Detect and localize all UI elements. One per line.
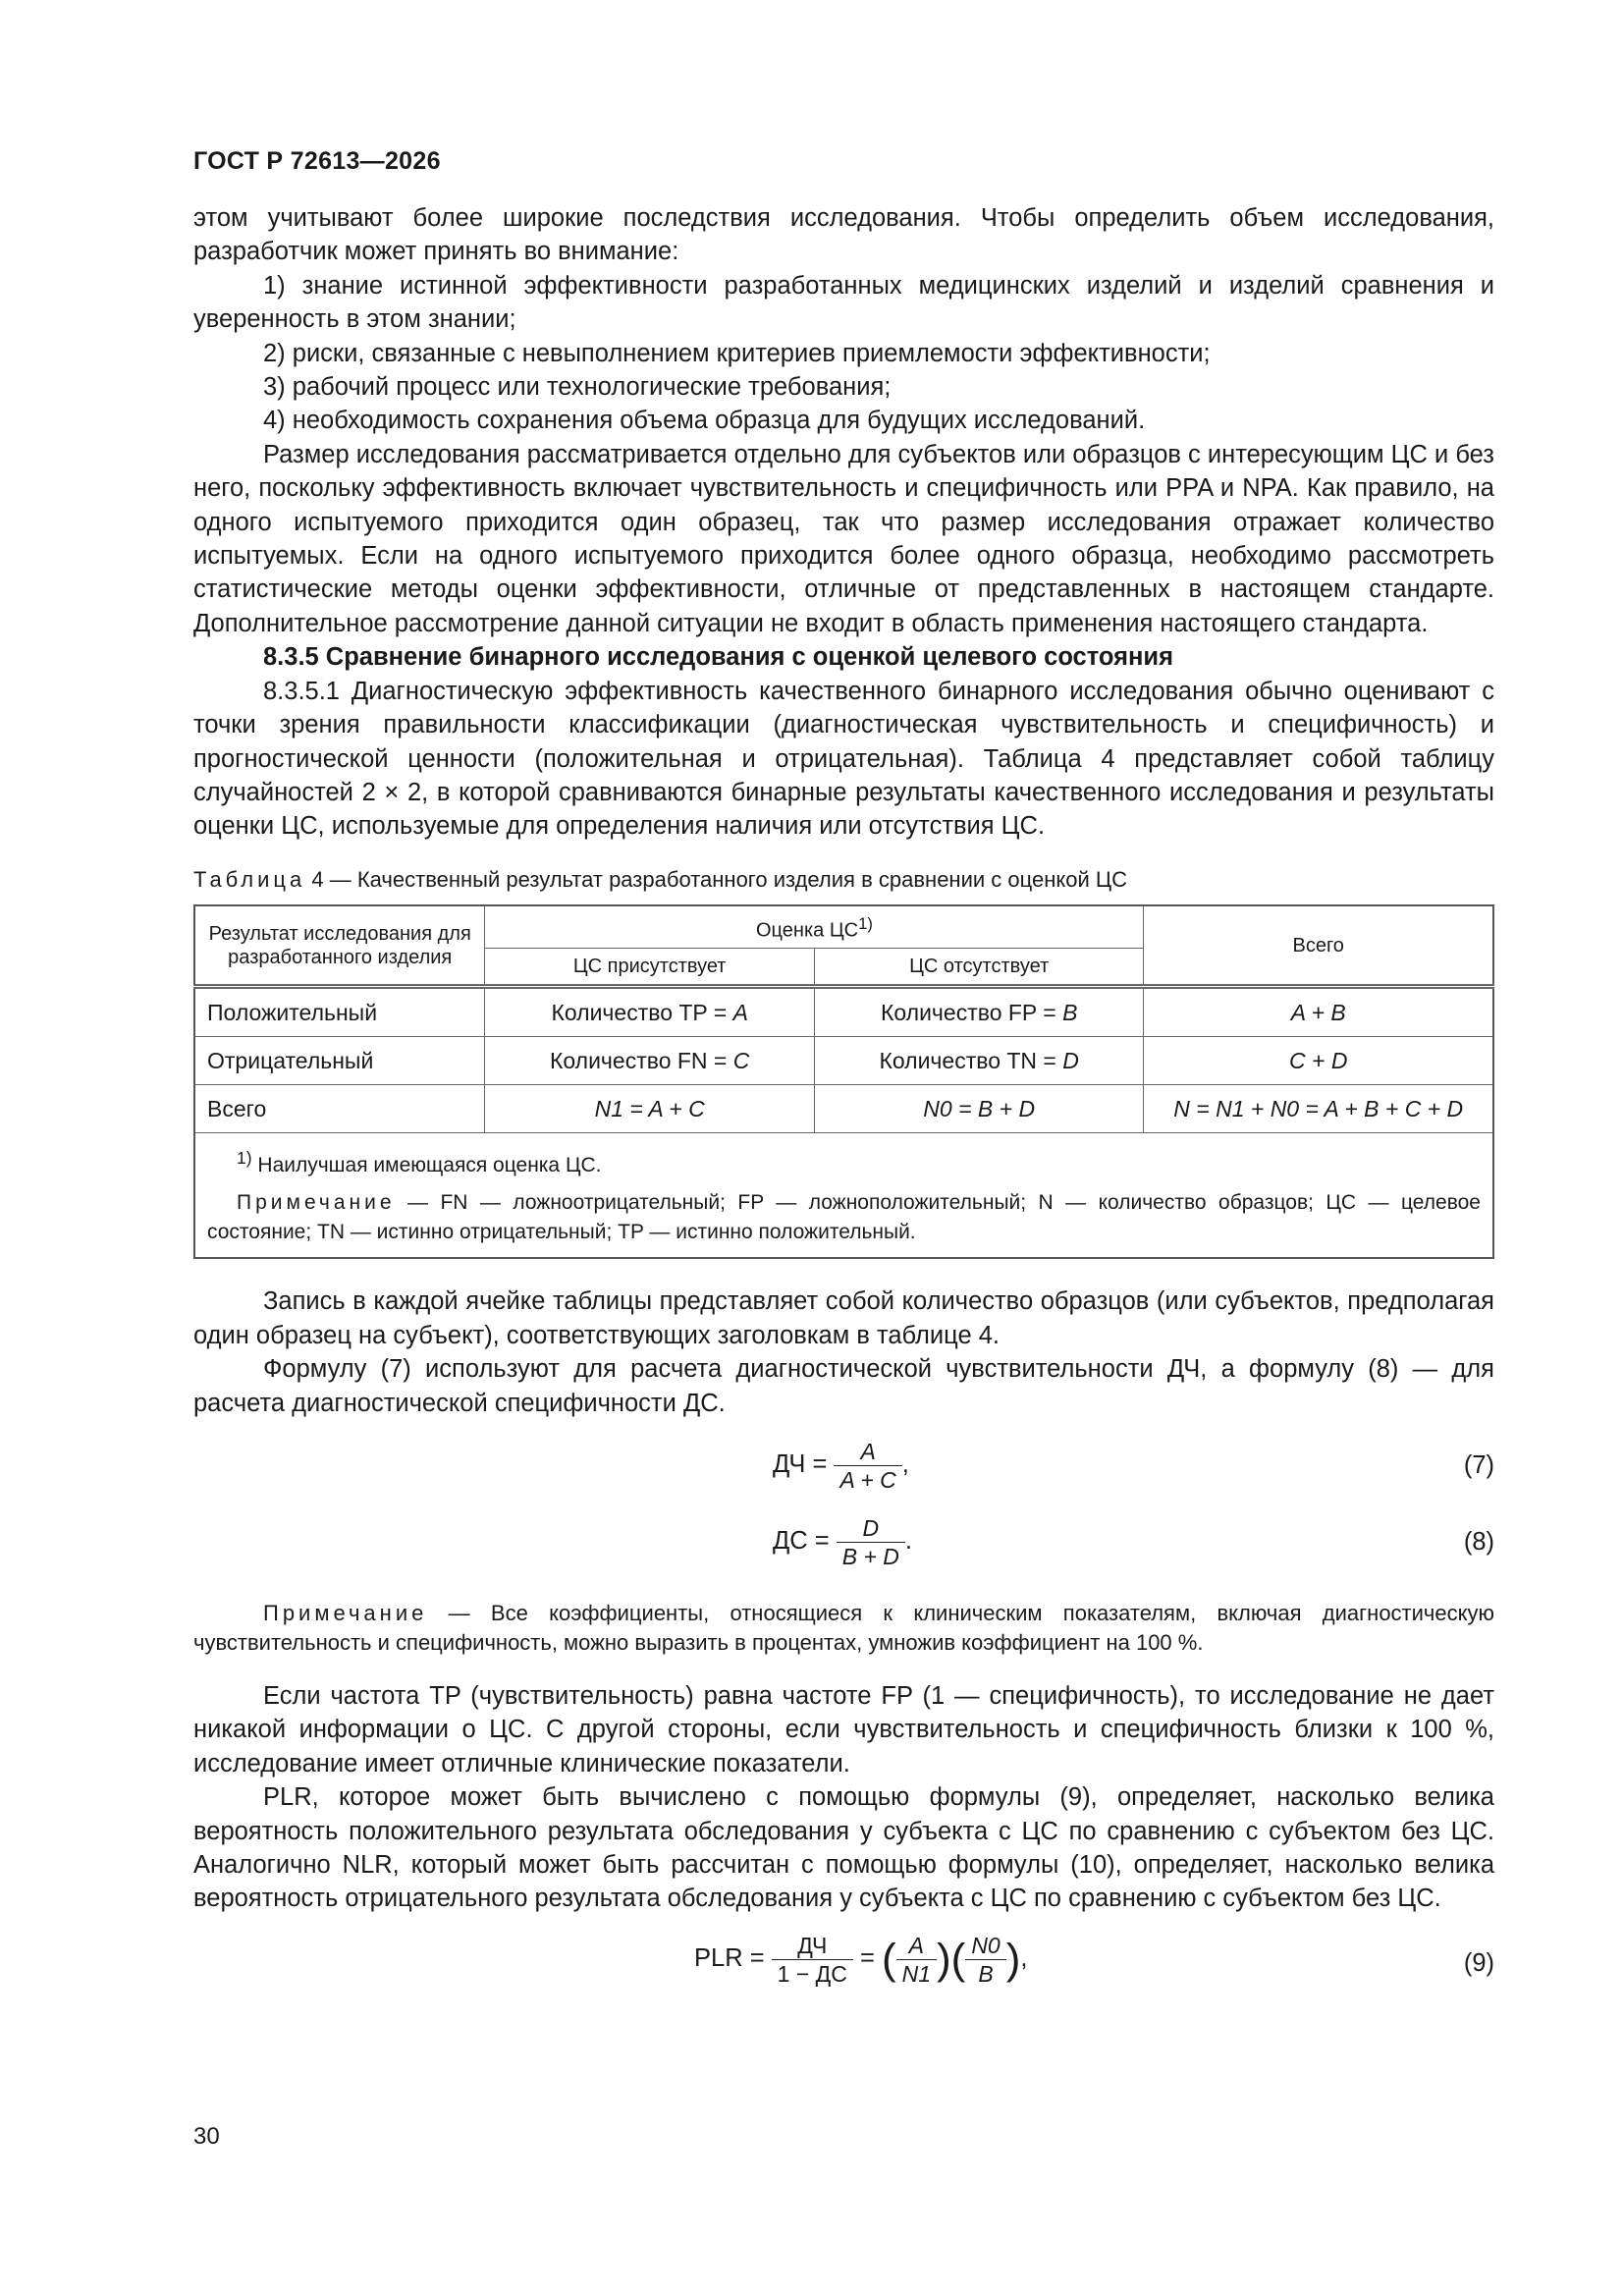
table-row [194, 1037, 1493, 1085]
formula-number: (7) [1463, 1451, 1494, 1479]
formula-lhs: ДС [773, 1527, 808, 1556]
formula-number: (9) [1463, 1948, 1494, 1977]
document-page [193, 147, 1494, 2006]
cell-var: N = N1 + N0 = A + B + C + D [1173, 1095, 1464, 1121]
formula-fraction [896, 1932, 937, 1988]
cell-absent [814, 987, 1144, 1037]
after-table-paragraph: Формулу (7) используют для расчета диагностической чувствительности ДЧ, а формулу (8) — для расчета диагностической специфичности ДС. [193, 1355, 1494, 1417]
formula-8: ДС = $\frac{D}{B + D}$ . (8) [773, 1515, 1494, 1569]
cell-var: D [1062, 1047, 1079, 1073]
document-header: ГОСТ Р 72613—2026 [193, 147, 441, 175]
plr-paragraph: PLR, которое может быть вычислено с помощью формулы (9), определяет, насколько велика вероятность положительного результата обследования у субъекта с ЦС по сравнению с субъектом без ЦС. Аналогично NLR, который может быть рассчитан с помощью формулы (10), определяет, насколько велика вероятность отрицательного результата обследования у субъекта с ЦС по сравнению с субъектом без ЦС. [193, 1783, 1494, 1913]
fraction-numerator: D [837, 1514, 905, 1543]
cell-var: C + D [1289, 1047, 1348, 1073]
list-item: 4) необходимость сохранения объема образца для будущих исследований. [263, 407, 1146, 435]
table-head-present: ЦС присутствует [485, 949, 815, 987]
table-caption-label: Таблица [193, 866, 306, 892]
table-caption-text: 4 — Качественный результат разработанного изделия в сравнении с оценкой ЦС [311, 866, 1128, 892]
frequency-paragraph: Если частота TP (чувствительность) равна частоте FP (1 — специфичность), то исследование не дает никакой информации о ЦС. С другой стороны, если чувствительность и специфичность близки к 100 %, исследование имеет отличные клинические показатели. [193, 1682, 1494, 1777]
formula-7: ДЧ = $\frac{A}{A + C}$ , (7) [773, 1439, 1494, 1493]
formula-fraction [772, 1932, 853, 1988]
formula-fraction [834, 1438, 901, 1494]
cell-absent [814, 1085, 1144, 1133]
cell-total [1144, 1037, 1493, 1085]
study-size-paragraph: Размер исследования рассматривается отдельно для субъектов или образцов с интересующим ЦС и без него, поскольку эффективность включает чувствительность и специфичность или PPA и NPA. Как правило, на одного испытуемого приходится один образец, так что размер исследования отражает количество испытуемых. Если на одного испытуемого приходится более одного образца, необходимо рассмотреть статистические методы оценки эффективности, отличные от представленных в настоящем стандарте. Дополнительное рассмотрение данной ситуации не входит в область применения настоящего стандарта. [193, 440, 1494, 637]
fraction-numerator: A [834, 1438, 901, 1466]
note-percent [193, 1599, 1494, 1658]
fraction-denominator: 1 − ДС [777, 1960, 847, 1987]
table-caption [193, 865, 1494, 895]
fraction-numerator: N0 [965, 1932, 1005, 1960]
formula-fraction [837, 1514, 905, 1570]
cell-absent [814, 1037, 1144, 1085]
cell-text: Количество FP = [880, 999, 1063, 1025]
table-notes [194, 1133, 1493, 1259]
table-row-total [194, 1085, 1493, 1133]
section-paragraph: 8.3.5.1 Диагностическую эффективность качественного бинарного исследования обычно оценивают с точки зрения правильности классификации (диагностическая чувствительность и специфичность) и прогностической ценности (положительная и отрицательная). Таблица 4 представляет собой таблицу случайностей 2 × 2, в которой сравниваются бинарные результаты качественного исследования и результаты оценки ЦС, используемые для определения наличия или отсутствия ЦС. [193, 677, 1494, 841]
list-item: 1) знание истинной эффективности разработанных медицинских изделий и изделий сравнения и уверенность в этом знании; [193, 271, 1494, 334]
cell-text: Количество TN = [879, 1047, 1063, 1073]
table-footnote [207, 1143, 1481, 1180]
row-label: Положительный [194, 987, 485, 1037]
list-item: 3) рабочий процесс или технологические требования; [263, 373, 892, 402]
fraction-denominator: A + C [839, 1467, 896, 1493]
cell-total [1144, 987, 1493, 1037]
cell-present [485, 1037, 815, 1085]
note-label: Примечание [263, 1601, 428, 1625]
cell-present [485, 1085, 815, 1133]
fraction-denominator: B [978, 1960, 994, 1987]
cell-present [485, 987, 815, 1037]
contingency-table [193, 904, 1494, 1260]
cell-var: N1 = A + C [594, 1095, 705, 1121]
cell-var: A + B [1290, 999, 1346, 1025]
table-head-absent: ЦС отсутствует [814, 949, 1144, 987]
list-item: 2) риски, связанные с невыполнением критериев приемлемости эффективности; [263, 339, 1211, 367]
table-head-assessment [485, 905, 1144, 949]
table-head-assessment-sup: 1) [858, 913, 873, 933]
fraction-numerator: A [896, 1932, 937, 1960]
fraction-denominator: N1 [901, 1960, 931, 1987]
table-head-assessment-text: Оценка ЦС [756, 919, 859, 942]
fraction-numerator: ДЧ [772, 1932, 853, 1960]
after-table-paragraph: Запись в каждой ячейке таблицы представляет собой количество образцов (или субъектов, предполагая один образец на субъект), соответствующих заголовкам в таблице 4. [193, 1287, 1494, 1349]
formula-lhs: PLR [694, 1944, 743, 1973]
cell-total [1144, 1085, 1493, 1133]
cell-var: B [1062, 999, 1078, 1025]
page-number: 30 [193, 2123, 220, 2150]
paren-close: ) [937, 1935, 951, 1984]
table-head-result: Результат исследования для разработанного изделия [194, 905, 485, 987]
paren-open: ( [950, 1935, 966, 1984]
cell-text: Количество TP = [551, 999, 733, 1025]
footnote-mark: 1) [237, 1148, 252, 1169]
note-label: Примечание [237, 1191, 396, 1215]
formula-number: (8) [1463, 1528, 1494, 1556]
paren-close: ) [1005, 1935, 1021, 1984]
formula-9: PLR = $\frac{ДЧ}{1 - ДС}$ = ( $\frac{A}{N1}$ )( $\frac{N0}{B}$ ), (9) [694, 1932, 1494, 1987]
note-text: — Все коэффициенты, относящиеся к клиническим показателям, включая диагностическую чувствительность и специфичность, можно выразить в процентах, умножив коэффициент на 100 %. [193, 1601, 1494, 1655]
intro-paragraph: этом учитывают более широкие последствия исследования. Чтобы определить объем исследования, разработчик может принять во внимание: [193, 204, 1494, 266]
table-row [194, 987, 1493, 1037]
cell-var: C [732, 1047, 750, 1073]
table-head-total: Всего [1144, 905, 1493, 987]
paren-open: ( [881, 1935, 896, 1984]
row-label: Всего [194, 1085, 485, 1133]
cell-var: A [732, 999, 748, 1025]
note-text: — FN — ложноотрицательный; FP — ложноположительный; N — количество образцов; ЦС — целевое состояние; TN — истинно отрицательный; TP — истинно положительный. [207, 1191, 1481, 1244]
row-label: Отрицательный [194, 1037, 485, 1085]
table-note [207, 1188, 1481, 1247]
fraction-denominator: B + D [841, 1544, 899, 1569]
footnote-text: Наилучшая имеющаяся оценка ЦС. [257, 1154, 602, 1177]
cell-text: Количество FN = [549, 1047, 733, 1073]
formula-lhs: ДЧ [773, 1450, 806, 1479]
section-title: 8.3.5 Сравнение бинарного исследования с оценкой целевого состояния [263, 643, 1173, 672]
cell-var: N0 = B + D [923, 1095, 1036, 1121]
formula-fraction [965, 1932, 1005, 1988]
